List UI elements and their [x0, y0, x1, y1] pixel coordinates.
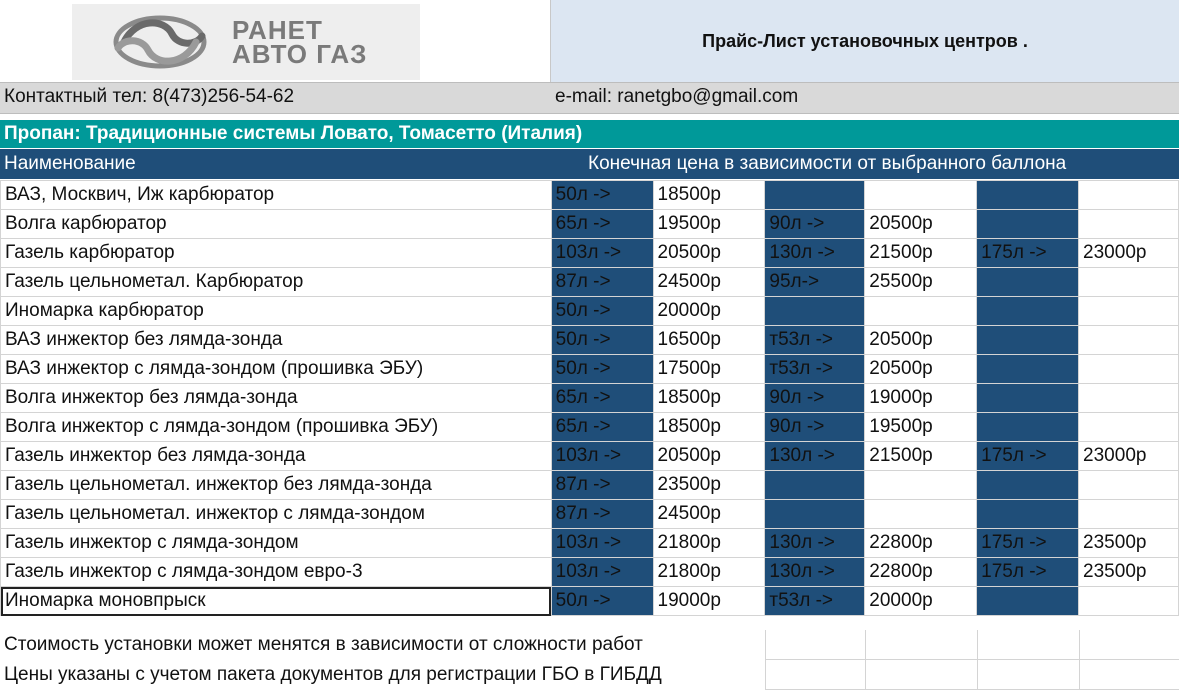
price-cell[interactable]: 20500р: [653, 239, 765, 268]
row-name-cell[interactable]: Газель карбюратор: [1, 239, 552, 268]
price-cell[interactable]: 21800р: [653, 558, 765, 587]
tank-volume-cell[interactable]: [977, 413, 1079, 442]
tank-volume-cell[interactable]: 130л ->: [765, 529, 865, 558]
logo-text: [232, 15, 368, 69]
price-cell[interactable]: 19000р: [653, 587, 765, 616]
price-cell[interactable]: 23500р: [1079, 558, 1179, 587]
column-header-name[interactable]: Наименование: [4, 153, 136, 174]
row-name-cell[interactable]: Иномарка моновпрыск: [1, 587, 552, 616]
tank-volume-cell[interactable]: 87л ->: [551, 500, 653, 529]
tank-volume-cell[interactable]: [977, 297, 1079, 326]
tank-volume-cell[interactable]: [765, 500, 865, 529]
empty-cell[interactable]: [765, 630, 865, 660]
title-cell[interactable]: [551, 0, 1179, 82]
price-cell[interactable]: 18500р: [653, 413, 765, 442]
row-name-cell[interactable]: Иномарка карбюратор: [1, 297, 552, 326]
price-cell[interactable]: 21800р: [653, 529, 765, 558]
table-row: [1, 297, 1179, 326]
tank-volume-cell[interactable]: 90л ->: [765, 413, 865, 442]
section-title: Пропан: Традиционные системы Ловато, Томасетто (Италия): [4, 123, 583, 144]
empty-cell[interactable]: [977, 630, 1079, 660]
empty-cell[interactable]: [1079, 660, 1179, 690]
price-cell[interactable]: 22800р: [865, 558, 977, 587]
tank-volume-cell[interactable]: [977, 471, 1079, 500]
tank-volume-cell[interactable]: 87л ->: [551, 268, 653, 297]
price-cell[interactable]: [865, 297, 977, 326]
header: [0, 0, 1179, 82]
price-cell[interactable]: 20500р: [865, 210, 977, 239]
tank-volume-cell[interactable]: т53л ->: [765, 326, 865, 355]
table-row: [1, 268, 1179, 297]
note-text[interactable]: Стоимость установки может менятся в зависимости от сложности работ: [4, 634, 643, 655]
table-row: [1, 326, 1179, 355]
row-name-cell[interactable]: ВАЗ инжектор с лямда-зондом (прошивка ЭБУ): [1, 355, 552, 384]
row-name-cell[interactable]: Газель инжектор с лямда-зондом евро-3: [1, 558, 552, 587]
row-name-cell[interactable]: Газель инжектор без лямда-зонда: [1, 442, 552, 471]
price-cell[interactable]: [1079, 384, 1179, 413]
price-cell[interactable]: [865, 500, 977, 529]
price-cell[interactable]: [1079, 471, 1179, 500]
tank-volume-cell[interactable]: 65л ->: [551, 413, 653, 442]
tank-volume-cell[interactable]: 103л ->: [551, 558, 653, 587]
row-name-cell[interactable]: Волга карбюратор: [1, 210, 552, 239]
table-row: [1, 181, 1179, 210]
price-cell[interactable]: 18500р: [653, 384, 765, 413]
tank-volume-cell[interactable]: [977, 384, 1079, 413]
price-cell[interactable]: [865, 181, 977, 210]
tank-volume-cell[interactable]: 175л ->: [977, 558, 1079, 587]
tank-volume-cell[interactable]: [977, 268, 1079, 297]
logo-cell[interactable]: [0, 0, 551, 82]
price-cell[interactable]: [1079, 587, 1179, 616]
tank-volume-cell[interactable]: 50л ->: [551, 326, 653, 355]
row-name-cell[interactable]: ВАЗ, Москвич, Иж карбюратор: [1, 181, 552, 210]
note-text[interactable]: Цены указаны с учетом пакета документов для регистрации ГБО в ГИБДД: [4, 664, 662, 685]
price-cell[interactable]: 24500р: [653, 500, 765, 529]
price-cell[interactable]: [1079, 210, 1179, 239]
price-cell[interactable]: 22800р: [865, 529, 977, 558]
tank-volume-cell[interactable]: 50л ->: [551, 181, 653, 210]
price-cell[interactable]: 23000р: [1079, 239, 1179, 268]
row-name-cell[interactable]: Волга инжектор без лямда-зонда: [1, 384, 552, 413]
tank-volume-cell[interactable]: 175л ->: [977, 529, 1079, 558]
tank-volume-cell[interactable]: т53л ->: [765, 355, 865, 384]
table-row: [1, 355, 1179, 384]
price-cell[interactable]: [865, 471, 977, 500]
price-cell[interactable]: 19500р: [653, 210, 765, 239]
tank-volume-cell[interactable]: 103л ->: [551, 239, 653, 268]
price-cell[interactable]: 20500р: [865, 326, 977, 355]
price-cell[interactable]: 20000р: [865, 587, 977, 616]
tank-volume-cell[interactable]: 130л ->: [765, 442, 865, 471]
tank-volume-cell[interactable]: 175л ->: [977, 442, 1079, 471]
tank-volume-cell[interactable]: 90л ->: [765, 384, 865, 413]
row-name-cell[interactable]: Волга инжектор с лямда-зондом (прошивка ЭБУ): [1, 413, 552, 442]
tank-volume-cell[interactable]: [765, 297, 865, 326]
tank-volume-cell[interactable]: 90л ->: [765, 210, 865, 239]
swirl-logo-icon: [110, 12, 210, 72]
tank-volume-cell[interactable]: 65л ->: [551, 210, 653, 239]
tank-volume-cell[interactable]: 175л ->: [977, 239, 1079, 268]
price-cell[interactable]: 20500р: [865, 355, 977, 384]
tank-volume-cell[interactable]: 65л ->: [551, 384, 653, 413]
contact-email[interactable]: e-mail: ranetgbo@gmail.com: [555, 86, 799, 107]
table-row: [1, 239, 1179, 268]
row-name-cell[interactable]: Газель цельнометал. инжектор без лямда-зонда: [1, 471, 552, 500]
contact-phone[interactable]: Контактный тел: 8(473)256-54-62: [4, 86, 295, 107]
tank-volume-cell[interactable]: 87л ->: [551, 471, 653, 500]
tank-volume-cell[interactable]: [977, 326, 1079, 355]
table-row: [1, 413, 1179, 442]
tank-volume-cell[interactable]: 130л ->: [765, 558, 865, 587]
logo-line-2: АВТО ГАЗ: [232, 39, 368, 69]
row-name-cell[interactable]: ВАЗ инжектор без лямда-зонда: [1, 326, 552, 355]
note-row: [0, 630, 1179, 660]
price-cell[interactable]: 20500р: [653, 442, 765, 471]
price-cell[interactable]: [1079, 500, 1179, 529]
tank-volume-cell[interactable]: 103л ->: [551, 529, 653, 558]
price-cell[interactable]: 24500р: [653, 268, 765, 297]
page-title: Прайс-Лист установочных центров .: [702, 30, 1028, 51]
tank-volume-cell[interactable]: [765, 471, 865, 500]
price-cell[interactable]: [1079, 413, 1179, 442]
tank-volume-cell[interactable]: 50л ->: [551, 297, 653, 326]
table-row: [1, 587, 1179, 616]
price-cell[interactable]: [1079, 355, 1179, 384]
row-name-cell[interactable]: Газель цельнометал. Карбюратор: [1, 268, 552, 297]
column-header-price[interactable]: Конечная цена в зависимости от выбранного баллона: [588, 153, 1067, 174]
price-cell[interactable]: 25500р: [865, 268, 977, 297]
empty-cell[interactable]: [865, 660, 977, 690]
tank-volume-cell[interactable]: 95л->: [765, 268, 865, 297]
row-name-cell[interactable]: Газель цельнометал. инжектор с лямда-зондом: [1, 500, 552, 529]
price-cell[interactable]: [1079, 268, 1179, 297]
company-logo: [72, 4, 420, 80]
tank-volume-cell[interactable]: [977, 210, 1079, 239]
tank-volume-cell[interactable]: [977, 500, 1079, 529]
tank-volume-cell[interactable]: 130л ->: [765, 239, 865, 268]
section-title-row[interactable]: [0, 120, 1179, 148]
price-cell[interactable]: [1079, 326, 1179, 355]
tank-volume-cell[interactable]: 50л ->: [551, 355, 653, 384]
price-cell[interactable]: 17500р: [653, 355, 765, 384]
logo-line-1: РАНЕТ: [232, 15, 323, 45]
tank-volume-cell[interactable]: [977, 181, 1079, 210]
price-cell[interactable]: 16500р: [653, 326, 765, 355]
empty-cell[interactable]: [765, 660, 865, 690]
price-cell[interactable]: 23500р: [653, 471, 765, 500]
table-row: [1, 529, 1179, 558]
price-table-body: [1, 181, 1179, 616]
table-row: [1, 471, 1179, 500]
price-cell[interactable]: 23500р: [1079, 529, 1179, 558]
price-cell[interactable]: [1079, 181, 1179, 210]
tank-volume-cell[interactable]: т53л ->: [765, 587, 865, 616]
empty-cell[interactable]: [977, 660, 1079, 690]
table-row: [1, 558, 1179, 587]
column-header-row: [0, 149, 1179, 179]
tank-volume-cell[interactable]: 50л ->: [551, 587, 653, 616]
price-cell[interactable]: 21500р: [865, 442, 977, 471]
note-row: [0, 660, 1179, 690]
price-cell[interactable]: 20000р: [653, 297, 765, 326]
table-row: [1, 442, 1179, 471]
tank-volume-cell[interactable]: [977, 355, 1079, 384]
empty-cell[interactable]: [1079, 630, 1179, 660]
row-name-cell[interactable]: Газель инжектор с лямда-зондом: [1, 529, 552, 558]
contact-row: [0, 82, 1179, 114]
tank-volume-cell[interactable]: 103л ->: [551, 442, 653, 471]
tank-volume-cell[interactable]: [765, 181, 865, 210]
price-cell[interactable]: 19000р: [865, 384, 977, 413]
price-cell[interactable]: 18500р: [653, 181, 765, 210]
price-cell[interactable]: 19500р: [865, 413, 977, 442]
empty-cell[interactable]: [865, 630, 977, 660]
price-table: [0, 180, 1179, 616]
table-row: [1, 210, 1179, 239]
table-row: [1, 384, 1179, 413]
price-cell[interactable]: [1079, 297, 1179, 326]
price-cell[interactable]: 23000р: [1079, 442, 1179, 471]
price-cell[interactable]: 21500р: [865, 239, 977, 268]
tank-volume-cell[interactable]: [977, 587, 1079, 616]
table-row: [1, 500, 1179, 529]
